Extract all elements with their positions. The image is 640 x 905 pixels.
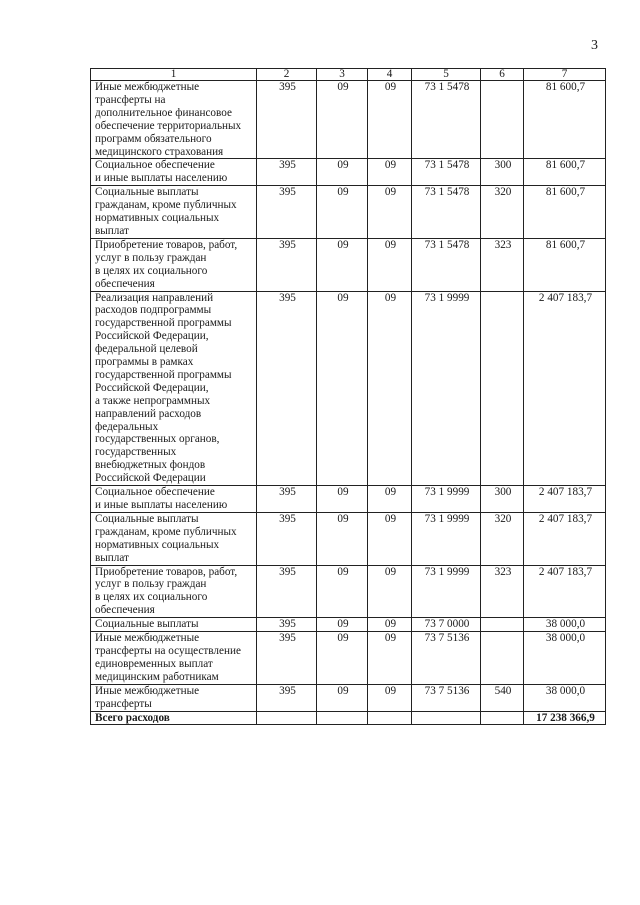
expense-name-line: выплат (95, 551, 129, 564)
expense-name-line: Социальное обеспечение (95, 486, 215, 499)
ministry-code-cell: 395 (257, 565, 317, 618)
ministry-code-cell: 395 (257, 238, 317, 291)
expense-name-line: расходов подпрограммы (95, 304, 212, 317)
section-cell: 09 (317, 238, 368, 291)
section-cell: 09 (317, 618, 368, 632)
expense-type-cell: 300 (481, 486, 524, 513)
expense-name-line: единовременных выплат (95, 657, 213, 670)
ministry-code-cell: 395 (257, 632, 317, 685)
target-article-cell: 73 1 5478 (412, 159, 481, 186)
expense-name-line: обеспечения (95, 277, 155, 290)
expense-type-cell: 300 (481, 159, 524, 186)
section-cell: 09 (317, 81, 368, 159)
section-cell: 09 (317, 684, 368, 711)
amount-cell: 2 407 183,7 (524, 512, 606, 565)
subsection-cell: 09 (368, 684, 412, 711)
section-cell: 09 (317, 186, 368, 239)
table-row (91, 486, 606, 513)
table-row (91, 684, 606, 711)
table-row (91, 186, 606, 239)
ministry-code-cell: 395 (257, 512, 317, 565)
total-row (91, 711, 606, 725)
subsection-cell: 09 (368, 565, 412, 618)
column-number-row (91, 69, 606, 81)
amount-cell: 2 407 183,7 (524, 486, 606, 513)
expense-name-line: программ обязательного (95, 132, 212, 145)
expense-name-line: медицинского страхования (95, 145, 224, 158)
ministry-code-cell: 395 (257, 186, 317, 239)
expense-name-cell (91, 238, 257, 291)
expense-name-line: медицинским работникам (95, 670, 219, 683)
amount-cell: 81 600,7 (524, 186, 606, 239)
column-header: 2 (257, 69, 317, 81)
expense-name-cell (91, 618, 257, 632)
expense-type-cell: 540 (481, 684, 524, 711)
section-cell: 09 (317, 512, 368, 565)
column-header: 7 (524, 69, 606, 81)
ministry-code-cell: 395 (257, 618, 317, 632)
amount-cell: 38 000,0 (524, 684, 606, 711)
expense-name-line: трансферты (95, 697, 152, 710)
expense-name-line: Иные межбюджетные (95, 684, 200, 697)
ministry-code-cell: 395 (257, 291, 317, 486)
expense-name-line: Российской Федерации (95, 472, 206, 485)
expense-name-line: в целях их социального (95, 264, 208, 277)
target-article-cell: 73 1 9999 (412, 565, 481, 618)
expense-name-line: услуг в пользу граждан (95, 251, 207, 264)
subsection-cell: 09 (368, 81, 412, 159)
expense-name-cell (91, 291, 257, 486)
ministry-code-cell: 395 (257, 486, 317, 513)
target-article-cell: 73 1 5478 (412, 238, 481, 291)
expense-type-cell: 320 (481, 186, 524, 239)
expense-name-line: федеральных (95, 420, 159, 433)
expense-name-line: Иные межбюджетные (95, 632, 200, 645)
amount-cell: 38 000,0 (524, 618, 606, 632)
column-header: 4 (368, 69, 412, 81)
expense-name-line: выплат (95, 224, 129, 237)
subsection-cell: 09 (368, 512, 412, 565)
expenditure-table (90, 68, 606, 725)
expense-name-line: Приобретение товаров, работ, (95, 565, 238, 578)
expense-name-line: гражданам, кроме публичных (95, 525, 237, 538)
expense-name-line: нормативных социальных (95, 538, 220, 551)
table-row (91, 159, 606, 186)
expense-name-line: внебюджетных фондов (95, 459, 206, 472)
expense-name-line: обеспечение территориальных (95, 119, 242, 132)
column-header: 1 (91, 69, 257, 81)
amount-cell: 81 600,7 (524, 81, 606, 159)
table-row (91, 618, 606, 632)
expense-name-line: Социальные выплаты (95, 512, 199, 525)
amount-cell: 2 407 183,7 (524, 565, 606, 618)
expense-name-line: Иные межбюджетные (95, 81, 200, 93)
table-row (91, 632, 606, 685)
expense-name-line: и иные выплаты населению (95, 172, 228, 185)
target-article-cell: 73 7 5136 (412, 632, 481, 685)
section-cell: 09 (317, 159, 368, 186)
target-article-cell: 73 1 9999 (412, 486, 481, 513)
expense-name-line: обеспечения (95, 604, 155, 617)
expense-name-line: государственной программы (95, 317, 232, 330)
target-article-cell: 73 1 5478 (412, 81, 481, 159)
expense-name-line: государственной программы (95, 368, 232, 381)
expense-name-line: трансферты на (95, 93, 166, 106)
amount-cell: 2 407 183,7 (524, 291, 606, 486)
expense-name-line: нормативных социальных (95, 212, 220, 225)
expense-name-cell (91, 565, 257, 618)
page-number: 3 (591, 38, 598, 53)
expense-name-line: Приобретение товаров, работ, (95, 238, 238, 251)
expense-type-cell (481, 632, 524, 685)
expense-type-cell (481, 291, 524, 486)
subsection-cell: 09 (368, 632, 412, 685)
expense-name-line: Реализация направлений (95, 291, 214, 304)
expense-name-cell (91, 186, 257, 239)
column-header: 6 (481, 69, 524, 81)
target-article-cell: 73 7 5136 (412, 684, 481, 711)
subsection-cell: 09 (368, 238, 412, 291)
expense-name-line: государственных (95, 446, 177, 459)
expense-name-line: услуг в пользу граждан (95, 578, 207, 591)
amount-cell: 81 600,7 (524, 159, 606, 186)
target-article-cell: 73 7 0000 (412, 618, 481, 632)
expense-name-cell (91, 486, 257, 513)
subsection-cell: 09 (368, 186, 412, 239)
target-article-cell: 73 1 9999 (412, 512, 481, 565)
section-cell: 09 (317, 632, 368, 685)
table-row (91, 512, 606, 565)
table-row (91, 81, 606, 159)
total-label: Всего расходов (91, 711, 257, 725)
amount-cell: 38 000,0 (524, 632, 606, 685)
expense-name-line: Российской Федерации, (95, 381, 209, 394)
expense-type-cell (481, 81, 524, 159)
expense-name-line: программы в рамках (95, 356, 194, 369)
target-article-cell: 73 1 9999 (412, 291, 481, 486)
column-header: 5 (412, 69, 481, 81)
expense-name-cell (91, 159, 257, 186)
expense-name-line: в целях их социального (95, 591, 208, 604)
table-row (91, 565, 606, 618)
expense-type-cell (481, 618, 524, 632)
amount-cell: 81 600,7 (524, 238, 606, 291)
section-cell: 09 (317, 565, 368, 618)
total-value: 17 238 366,9 (524, 711, 606, 725)
ministry-code-cell: 395 (257, 159, 317, 186)
column-header: 3 (317, 69, 368, 81)
subsection-cell: 09 (368, 159, 412, 186)
expense-type-cell: 320 (481, 512, 524, 565)
expense-name-line: трансферты на осуществление (95, 644, 241, 657)
expense-name-line: Социальные выплаты (95, 186, 199, 199)
expense-name-line: дополнительное финансовое (95, 106, 232, 119)
section-cell: 09 (317, 291, 368, 486)
subsection-cell: 09 (368, 618, 412, 632)
expense-name-cell (91, 512, 257, 565)
expense-name-cell (91, 632, 257, 685)
target-article-cell: 73 1 5478 (412, 186, 481, 239)
expense-name-line: а также непрограммных (95, 394, 211, 407)
ministry-code-cell: 395 (257, 81, 317, 159)
expense-name-line: Российской Федерации, (95, 330, 209, 343)
expense-type-cell: 323 (481, 238, 524, 291)
expense-name-line: гражданам, кроме публичных (95, 199, 237, 212)
table-row (91, 238, 606, 291)
expense-name-line: Социальное обеспечение (95, 159, 215, 172)
expense-name-cell (91, 81, 257, 159)
subsection-cell: 09 (368, 291, 412, 486)
section-cell: 09 (317, 486, 368, 513)
expense-name-cell (91, 684, 257, 711)
expense-name-line: государственных органов, (95, 433, 220, 446)
expense-name-line: направлений расходов (95, 407, 202, 420)
subsection-cell: 09 (368, 486, 412, 513)
expense-type-cell: 323 (481, 565, 524, 618)
expense-name-line: федеральной целевой (95, 343, 198, 356)
table-row (91, 291, 606, 486)
ministry-code-cell: 395 (257, 684, 317, 711)
expense-name-line: и иные выплаты населению (95, 499, 228, 511)
expense-name-line: Социальные выплаты (95, 618, 199, 631)
